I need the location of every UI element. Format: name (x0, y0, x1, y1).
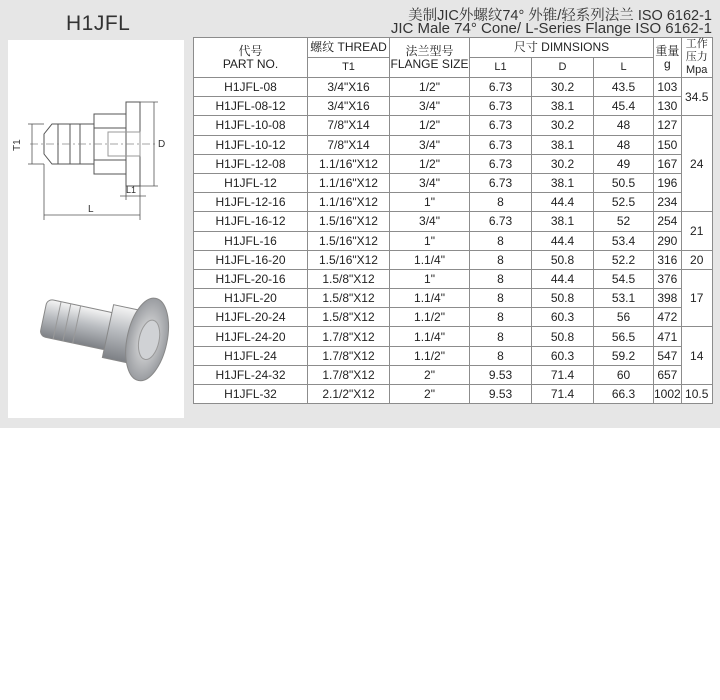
header-dimensions: 尺寸 DIMNSIONS (470, 38, 654, 58)
d-cell: 71.4 (532, 365, 594, 384)
table-row (194, 346, 713, 365)
pressure-cell: 17 (681, 269, 712, 327)
weight-cell: 398 (654, 289, 682, 308)
table-row (194, 231, 713, 250)
l-cell: 60 (594, 365, 654, 384)
l-cell: 48 (594, 116, 654, 135)
part-no-cell: H1JFL-10-12 (194, 135, 308, 154)
d-cell: 50.8 (532, 289, 594, 308)
l-cell: 53.1 (594, 289, 654, 308)
flange-size-cell: 1.1/4" (390, 289, 470, 308)
d-cell: 44.4 (532, 269, 594, 288)
weight-cell: 196 (654, 173, 682, 192)
pressure-cell: 14 (681, 327, 712, 385)
table-row (194, 269, 713, 288)
thread-cell: 1.5/16"X12 (308, 250, 390, 269)
flange-size-cell: 1/2" (390, 116, 470, 135)
pressure-cell: 24 (681, 116, 712, 212)
flange-size-cell: 1.1/4" (390, 250, 470, 269)
weight-cell: 150 (654, 135, 682, 154)
thread-cell: 3/4"X16 (308, 97, 390, 116)
header-l: L (594, 57, 654, 77)
l-cell: 56.5 (594, 327, 654, 346)
flange-size-cell: 1" (390, 231, 470, 250)
header-d: D (532, 57, 594, 77)
specification-table (193, 37, 713, 404)
l1-cell: 6.73 (470, 97, 532, 116)
flange-size-cell: 3/4" (390, 135, 470, 154)
header-weight: 重量 g (654, 38, 682, 78)
l1-cell: 8 (470, 193, 532, 212)
weight-cell: 254 (654, 212, 682, 231)
d-cell: 44.4 (532, 193, 594, 212)
l1-cell: 8 (470, 250, 532, 269)
l1-cell: 6.73 (470, 116, 532, 135)
flange-size-cell: 1.1/2" (390, 346, 470, 365)
thread-cell: 1.7/8"X12 (308, 346, 390, 365)
l-cell: 50.5 (594, 173, 654, 192)
flange-size-cell: 2" (390, 385, 470, 404)
d-cell: 60.3 (532, 346, 594, 365)
thread-cell: 1.7/8"X12 (308, 327, 390, 346)
d-cell: 30.2 (532, 116, 594, 135)
flange-size-cell: 1/2" (390, 78, 470, 97)
thread-cell: 1.7/8"X12 (308, 365, 390, 384)
l-cell: 59.2 (594, 346, 654, 365)
table-row (194, 173, 713, 192)
part-no-cell: H1JFL-20-16 (194, 269, 308, 288)
d-cell: 44.4 (532, 231, 594, 250)
l-cell: 66.3 (594, 385, 654, 404)
l-cell: 49 (594, 154, 654, 173)
weight-cell: 657 (654, 365, 682, 384)
weight-cell: 472 (654, 308, 682, 327)
part-no-cell: H1JFL-08-12 (194, 97, 308, 116)
thread-cell: 1.5/16"X12 (308, 231, 390, 250)
l1-cell: 8 (470, 231, 532, 250)
table-row (194, 193, 713, 212)
table-row (194, 327, 713, 346)
thread-cell: 1.5/8"X12 (308, 269, 390, 288)
d-cell: 38.1 (532, 97, 594, 116)
thread-cell: 1.5/8"X12 (308, 289, 390, 308)
flange-size-cell: 1" (390, 193, 470, 212)
part-no-cell: H1JFL-20-24 (194, 308, 308, 327)
weight-cell: 471 (654, 327, 682, 346)
flange-size-cell: 3/4" (390, 97, 470, 116)
label-l: L (88, 204, 94, 215)
l1-cell: 8 (470, 327, 532, 346)
l1-cell: 6.73 (470, 212, 532, 231)
thread-cell: 2.1/2"X12 (308, 385, 390, 404)
header-pressure: 工作 压力 Mpa (681, 38, 712, 78)
model-code: H1JFL (66, 12, 131, 35)
product-image-card (8, 40, 184, 418)
title-english: JIC Male 74° Cone/ L-Series Flange ISO 6162-1 (390, 20, 712, 37)
flange-size-cell: 2" (390, 365, 470, 384)
part-no-cell: H1JFL-24 (194, 346, 308, 365)
l-cell: 53.4 (594, 231, 654, 250)
label-t1: T1 (12, 139, 23, 151)
table-row (194, 154, 713, 173)
weight-cell: 127 (654, 116, 682, 135)
l-cell: 43.5 (594, 78, 654, 97)
part-no-cell: H1JFL-16-12 (194, 212, 308, 231)
flange-size-cell: 3/4" (390, 173, 470, 192)
l1-cell: 9.53 (470, 365, 532, 384)
l-cell: 52 (594, 212, 654, 231)
table-row (194, 78, 713, 97)
flange-size-cell: 3/4" (390, 212, 470, 231)
thread-cell: 7/8"X14 (308, 135, 390, 154)
l1-cell: 6.73 (470, 135, 532, 154)
flange-size-cell: 1/2" (390, 154, 470, 173)
table-row (194, 135, 713, 154)
header-l1: L1 (470, 57, 532, 77)
part-no-cell: H1JFL-12 (194, 173, 308, 192)
table-row (194, 97, 713, 116)
label-l1: L1 (126, 185, 137, 195)
d-cell: 38.1 (532, 173, 594, 192)
part-no-cell: H1JFL-32 (194, 385, 308, 404)
pressure-cell: 20 (681, 250, 712, 269)
l-cell: 52.2 (594, 250, 654, 269)
part-no-cell: H1JFL-10-08 (194, 116, 308, 135)
table-row (194, 212, 713, 231)
header-thread: 螺纹 THREAD (308, 38, 390, 58)
part-no-cell: H1JFL-24-32 (194, 365, 308, 384)
d-cell: 50.8 (532, 327, 594, 346)
weight-cell: 290 (654, 231, 682, 250)
flange-size-cell: 1.1/4" (390, 327, 470, 346)
part-no-cell: H1JFL-16-20 (194, 250, 308, 269)
table-row (194, 116, 713, 135)
table-row (194, 365, 713, 384)
l1-cell: 6.73 (470, 173, 532, 192)
part-no-cell: H1JFL-12-16 (194, 193, 308, 212)
header-t1: T1 (308, 57, 390, 77)
thread-cell: 7/8"X14 (308, 116, 390, 135)
table-row (194, 250, 713, 269)
weight-cell: 130 (654, 97, 682, 116)
l1-cell: 8 (470, 289, 532, 308)
table-row (194, 308, 713, 327)
weight-cell: 167 (654, 154, 682, 173)
table-row (194, 289, 713, 308)
header-flange-size: 法兰型号 FLANGE SIZE (390, 38, 470, 78)
d-cell: 38.1 (532, 135, 594, 154)
pressure-cell: 10.5 (681, 385, 712, 404)
product-photo (8, 40, 184, 418)
thread-cell: 1.1/16"X12 (308, 154, 390, 173)
thread-cell: 1.1/16"X12 (308, 173, 390, 192)
flange-size-cell: 1.1/2" (390, 308, 470, 327)
l1-cell: 6.73 (470, 78, 532, 97)
l-cell: 48 (594, 135, 654, 154)
weight-cell: 103 (654, 78, 682, 97)
l1-cell: 8 (470, 269, 532, 288)
weight-cell: 1002 (654, 385, 682, 404)
l-cell: 52.5 (594, 193, 654, 212)
header-part-no: 代号 PART NO. (194, 38, 308, 78)
weight-cell: 234 (654, 193, 682, 212)
part-no-cell: H1JFL-24-20 (194, 327, 308, 346)
d-cell: 30.2 (532, 154, 594, 173)
l-cell: 54.5 (594, 269, 654, 288)
l-cell: 45.4 (594, 97, 654, 116)
table-row (194, 385, 713, 404)
thread-cell: 1.5/16"X12 (308, 212, 390, 231)
d-cell: 60.3 (532, 308, 594, 327)
part-no-cell: H1JFL-12-08 (194, 154, 308, 173)
pressure-cell: 34.5 (681, 78, 712, 116)
thread-cell: 3/4"X16 (308, 78, 390, 97)
flange-size-cell: 1" (390, 269, 470, 288)
part-no-cell: H1JFL-20 (194, 289, 308, 308)
l1-cell: 9.53 (470, 385, 532, 404)
thread-cell: 1.1/16"X12 (308, 193, 390, 212)
title-chinese: 美制JIC外螺纹74° 外锥/轻系列法兰 ISO 6162-1 (408, 8, 712, 24)
thread-cell: 1.5/8"X12 (308, 308, 390, 327)
l-cell: 56 (594, 308, 654, 327)
weight-cell: 547 (654, 346, 682, 365)
pressure-cell: 21 (681, 212, 712, 250)
d-cell: 38.1 (532, 212, 594, 231)
weight-cell: 316 (654, 250, 682, 269)
label-d: D (158, 139, 166, 150)
d-cell: 71.4 (532, 385, 594, 404)
d-cell: 50.8 (532, 250, 594, 269)
part-no-cell: H1JFL-16 (194, 231, 308, 250)
l1-cell: 8 (470, 346, 532, 365)
l1-cell: 8 (470, 308, 532, 327)
weight-cell: 376 (654, 269, 682, 288)
l1-cell: 6.73 (470, 154, 532, 173)
d-cell: 30.2 (532, 78, 594, 97)
part-no-cell: H1JFL-08 (194, 78, 308, 97)
